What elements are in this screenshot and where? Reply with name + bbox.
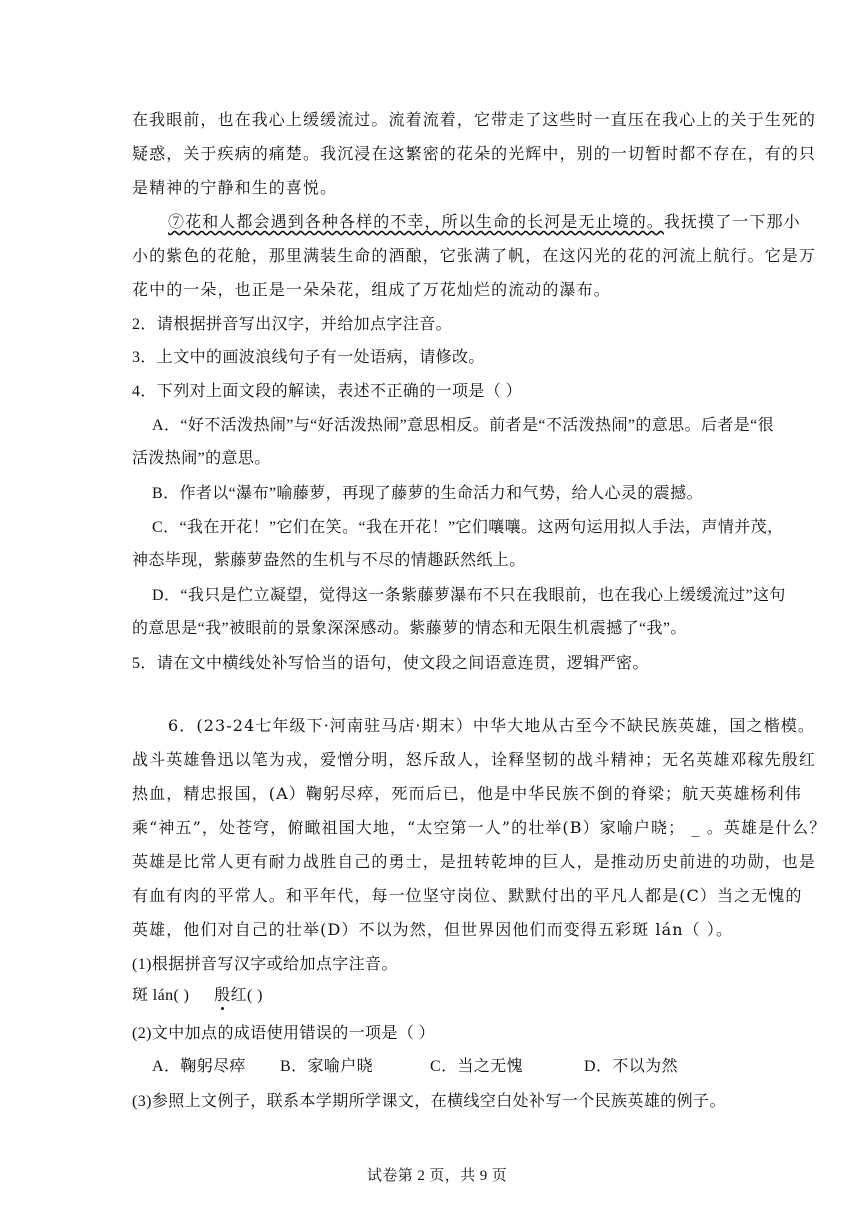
dotted-char: 殷 <box>214 987 231 1004</box>
sub-question-1-answers <box>132 986 263 1006</box>
wavy-underlined-sentence: ⑦花和人都会遇到各种各样的不幸，所以生命的长河是无止境的。 <box>168 212 664 231</box>
question-3: 3．上文中的画波浪线句子有一处语病，请修改。 <box>132 349 485 366</box>
question-6-line: 热血，精忠报国，(A）鞠躬尽瘁，死而后已，他是中华民族不倒的脊梁；航天英雄杨利伟 <box>132 784 802 803</box>
option-b: B．作者以“瀑布”喻藤萝，再现了藤萝的生命活力和气势，给人心灵的震撼。 <box>152 485 703 502</box>
option-d-cont: 的意思是“我”被眼前的景象深深感动。紫藤萝的情态和无限生机震撼了“我”。 <box>132 620 687 637</box>
question-6-line: 有血有肉的平常人。和平年代，每一位坚守岗位、默默付出的平凡人都是(C）当之无愧的 <box>132 886 803 905</box>
option-a-cont: 活泼热闹”的意思。 <box>132 450 271 467</box>
choice-d: D．不以为然 <box>584 1058 678 1075</box>
passage-line: 在我眼前，也在我心上缓缓流过。流着流着，它带走了这些时一直压在我心上的关于生死的 <box>132 110 817 129</box>
question-6-line: 乘“神五”，处苍穹，俯瞰祖国大地，“太空第一人”的壮举(B）家喻户晓； _ 。英雄是什么？ <box>132 818 827 837</box>
choice-b: B．家喻户晓 <box>280 1058 374 1075</box>
passage-line: 是精神的宁静和生的喜悦。 <box>132 178 338 197</box>
question-6: 6．(23-24七年级下·河南驻马店·期末）中华大地从古至今不缺民族英雄，国之楷模。 <box>168 716 815 735</box>
choice-c: C．当之无愧 <box>430 1058 524 1075</box>
question-6-line: 英雄，他们对自己的壮举(D）不以为然，但世界因他们而变得五彩斑 lán（ ）。 <box>132 920 734 939</box>
question-6-line: 战斗英雄鲁迅以笔为戎，爱憎分明，怒斥敌人，诠释坚韧的战斗精神；无名英雄邓稼先殷红 <box>132 750 817 769</box>
answer-blank-yin: 红( ) <box>230 987 263 1004</box>
question-2: 2．请根据拼音写出汉字，并给加点字注音。 <box>132 316 453 333</box>
page-footer: 试卷第 2 页，共 9 页 <box>367 1168 508 1184</box>
option-a: A．“好不活泼热闹”与“好活泼热闹”意思相反。前者是“不活泼热闹”的意思。后者是“很 <box>152 417 775 434</box>
sub-question-3: (3)参照上文例子，联系本学期所学课文，在横线空白处补写一个民族英雄的例子。 <box>132 1093 726 1110</box>
answer-blank-lan: 斑 lán( ) <box>132 987 190 1004</box>
passage-line: 花中的一朵，也正是一朵朵花，组成了万花灿烂的流动的瀑布。 <box>132 280 611 299</box>
option-d: D．“我只是伫立凝望，觉得这一条紫藤萝瀑布不只在我眼前，也在我心上缓缓流过”这句 <box>152 587 786 604</box>
passage-line: 疑惑，关于疾病的痛楚。我沉浸在这繁密的花朵的光辉中，别的一切暂时都不存在，有的只 <box>132 144 817 163</box>
question-4: 4．下列对上面文段的解读，表述不正确的一项是（ ） <box>132 383 523 400</box>
question-6-line: 英雄是比常人更有耐力战胜自己的勇士，是扭转乾坤的巨人，是推动历史前进的功勋，也是 <box>132 852 817 871</box>
passage-text: 我抚摸了一下那小 <box>663 212 801 231</box>
choice-a: A．鞠躬尽瘁 <box>152 1058 246 1075</box>
passage-line: 小的紫色的花舱，那里满装生命的酒酿，它张满了帆，在这闪光的花的河流上航行。它是万 <box>132 246 817 265</box>
sub-question-2: (2)文中加点的成语使用错误的一项是（ ） <box>132 1025 436 1042</box>
option-c-cont: 神态毕现，紫藤萝盎然的生机与不尽的情趣跃然纸上。 <box>132 552 526 569</box>
question-5: 5．请在文中横线处补写恰当的语句，使文段之间语意连贯，逻辑严密。 <box>132 655 649 672</box>
sub-question-1: (1)根据拼音写汉字或给加点字注音。 <box>132 956 398 973</box>
option-c: C．“我在开花！”它们在笑。“我在开花！”它们嚷嚷。这两句运用拟人手法，声情并茂， <box>152 519 784 536</box>
passage-line <box>168 212 801 232</box>
